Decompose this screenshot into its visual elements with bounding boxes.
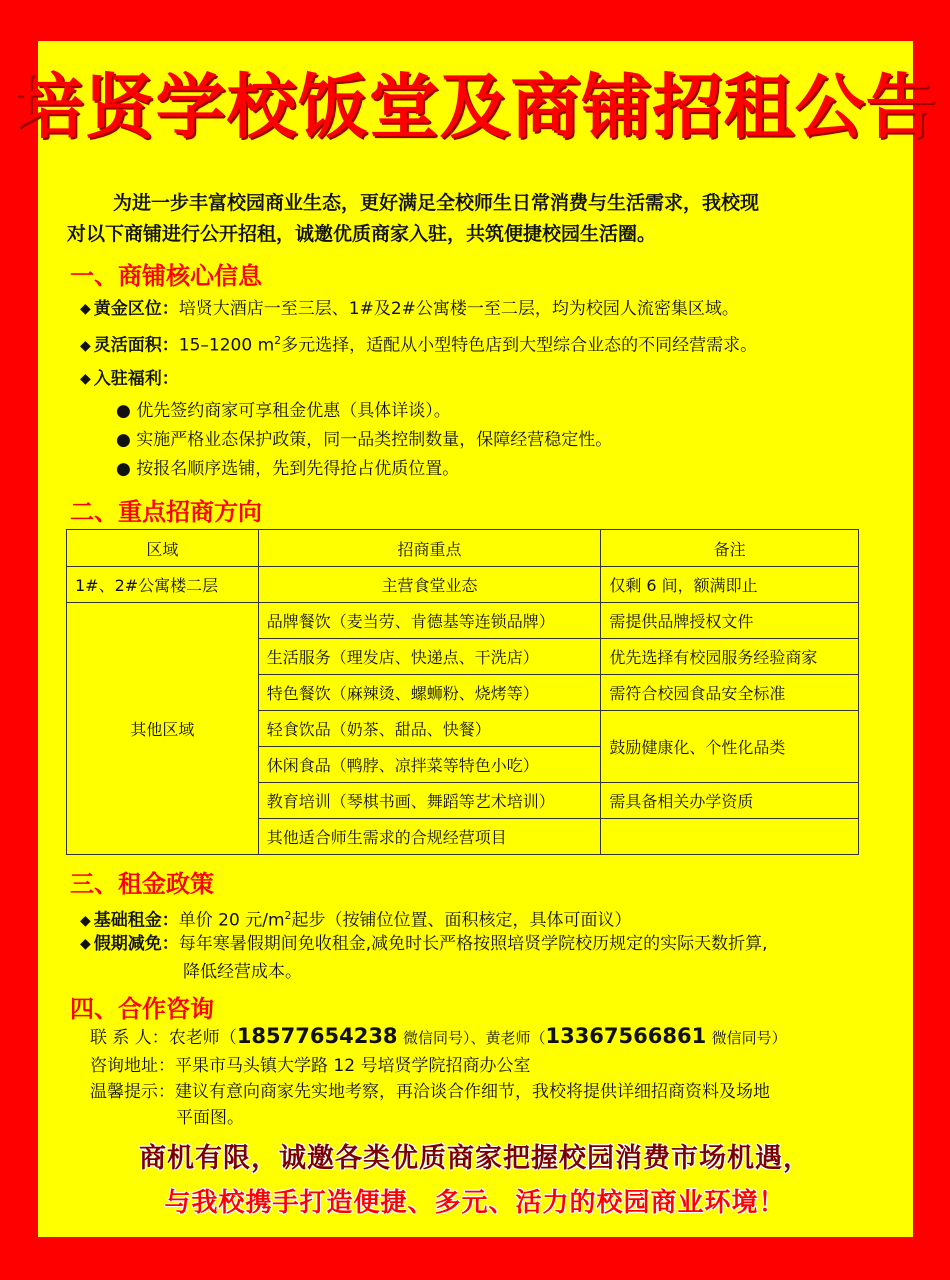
intro-line-1: 为进一步丰富校园商业生态，更好满足全校师生日常消费与生活需求，我校现 bbox=[113, 192, 760, 214]
benefits-label: 入驻福利： bbox=[93, 369, 179, 389]
table-cell-focus: 主营食堂业态 bbox=[258, 567, 601, 603]
table-cell-focus: 特色餐饮（麻辣烫、螺蛳粉、烧烤等） bbox=[258, 675, 601, 711]
area-text: 多元选择，适配从小型特色店到大型综合业态的不同经营需求。 bbox=[281, 335, 758, 356]
benefits-row bbox=[80, 366, 179, 393]
area-row bbox=[80, 328, 757, 360]
benefit-text: 按报名顺序选铺，先到先得抢占优质位置。 bbox=[136, 459, 460, 479]
holiday-row bbox=[80, 931, 768, 958]
holiday-text-2: 降低经营成本。 bbox=[183, 962, 302, 982]
table-cell-focus: 轻食饮品（奶茶、甜品、快餐） bbox=[258, 711, 601, 747]
base-rent-text-b: 起步（按铺位位置、面积核定，具体可面议） bbox=[291, 910, 632, 931]
base-rent-row bbox=[80, 903, 632, 935]
table-cell-focus: 其他适合师生需求的合规经营项目 bbox=[258, 819, 601, 855]
contact-1-note: 微信同号）、黄老师（ bbox=[402, 1029, 546, 1047]
tip-label: 温馨提示： bbox=[90, 1082, 175, 1102]
table-header: 区域 bbox=[67, 530, 259, 567]
diamond-bullet-icon: ◆ bbox=[80, 301, 91, 317]
closing-line-1: 商机有限，诚邀各类优质商家把握校园消费市场机遇， bbox=[139, 1143, 811, 1174]
address-text: 平果市马头镇大学路 12 号培贤学院招商办公室 bbox=[175, 1056, 531, 1076]
benefit-item: ● 按报名顺序选铺，先到先得抢占优质位置。 bbox=[116, 459, 460, 479]
tip-text-2: 平面图。 bbox=[176, 1108, 244, 1128]
base-rent-sup: 2 bbox=[284, 909, 292, 922]
table-cell-focus: 生活服务（理发店、快递点、干洗店） bbox=[258, 639, 601, 675]
tip-text: 建议有意向商家先实地考察，再洽谈合作细节，我校将提供详细招商资料及场地 bbox=[175, 1082, 770, 1102]
table-cell-focus: 品牌餐饮（麦当劳、肯德基等连锁品牌） bbox=[258, 603, 601, 639]
diamond-bullet-icon: ◆ bbox=[80, 337, 91, 354]
area-value: 15–1200 m bbox=[178, 335, 275, 356]
benefit-text: 优先签约商家可享租金优惠（具体详谈）。 bbox=[136, 401, 451, 421]
table-row bbox=[67, 567, 859, 603]
section-4-heading: 四、合作咨询 bbox=[70, 995, 214, 1023]
table-cell-area: 1#、2#公寓楼二层 bbox=[67, 567, 259, 603]
holiday-text: 每年寒暑假期间免收租金,减免时长严格按照培贤学院校历规定的实际天数折算, bbox=[178, 934, 768, 954]
location-label: 黄金区位： bbox=[93, 299, 179, 319]
holiday-label: 假期减免： bbox=[93, 934, 179, 954]
table-cell-note: 需提供品牌授权文件 bbox=[601, 603, 859, 639]
section-2-heading: 二、重点招商方向 bbox=[70, 498, 262, 526]
area-label: 灵活面积： bbox=[93, 335, 179, 356]
diamond-bullet-icon: ◆ bbox=[80, 371, 91, 387]
table-header: 招商重点 bbox=[258, 530, 601, 567]
page-title: 培贤学校饭堂及商铺招租公告 bbox=[13, 66, 937, 148]
contact-2-phone: 13367566861 bbox=[545, 1024, 707, 1048]
table-header-row bbox=[67, 530, 859, 567]
table-header: 备注 bbox=[601, 530, 859, 567]
benefit-item: ● 优先签约商家可享租金优惠（具体详谈）。 bbox=[116, 401, 451, 421]
section-1-heading: 一、商铺核心信息 bbox=[70, 262, 262, 290]
location-row bbox=[80, 296, 739, 323]
benefit-item: ● 实施严格业态保护政策，同一品类控制数量，保障经营稳定性。 bbox=[116, 430, 613, 450]
table-cell-focus: 教育培训（琴棋书画、舞蹈等艺术培训） bbox=[258, 783, 601, 819]
contact-2-note: 微信同号） bbox=[711, 1029, 787, 1047]
area-sup: 2 bbox=[274, 334, 282, 347]
table-cell-focus: 休闲食品（鸭脖、凉拌菜等特色小吃） bbox=[258, 747, 601, 783]
address-label: 咨询地址： bbox=[90, 1056, 175, 1076]
contact-1-name: 农老师（ bbox=[168, 1028, 237, 1048]
location-text: 培贤大酒店一至三层、1#及2#公寓楼一至二层，均为校园人流密集区域。 bbox=[178, 299, 739, 319]
table-cell-note: 需具备相关办学资质 bbox=[601, 783, 859, 819]
contact-row bbox=[90, 1023, 787, 1052]
table-cell-note: 仅剩 6 间，额满即止 bbox=[601, 567, 859, 603]
table-cell-note: 需符合校园食品安全标准 bbox=[601, 675, 859, 711]
intro-line-2: 对以下商铺进行公开招租，诚邀优质商家入驻，共筑便捷校园生活圈。 bbox=[67, 223, 657, 245]
diamond-bullet-icon: ◆ bbox=[80, 912, 91, 929]
contact-1-phone: 18577654238 bbox=[236, 1024, 398, 1048]
table-cell-note: 鼓励健康化、个性化品类 bbox=[601, 711, 859, 783]
tip-row bbox=[90, 1079, 770, 1106]
leasing-table bbox=[66, 529, 859, 855]
table-cell-note bbox=[601, 819, 859, 855]
base-rent-label: 基础租金： bbox=[93, 910, 179, 931]
table-cell-area: 其他区域 bbox=[67, 603, 259, 855]
diamond-bullet-icon: ◆ bbox=[80, 936, 91, 952]
table-cell-note: 优先选择有校园服务经验商家 bbox=[601, 639, 859, 675]
benefit-text: 实施严格业态保护政策，同一品类控制数量，保障经营稳定性。 bbox=[136, 430, 613, 450]
intro-paragraph bbox=[67, 188, 897, 250]
base-rent-text: 单价 20 元/m bbox=[178, 910, 285, 931]
address-row bbox=[90, 1053, 530, 1080]
closing-line-2: 与我校携手打造便捷、多元、活力的校园商业环境！ bbox=[164, 1188, 786, 1218]
section-3-heading: 三、租金政策 bbox=[70, 870, 214, 898]
table-row bbox=[67, 603, 859, 639]
contact-label: 联 系 人： bbox=[90, 1028, 169, 1048]
